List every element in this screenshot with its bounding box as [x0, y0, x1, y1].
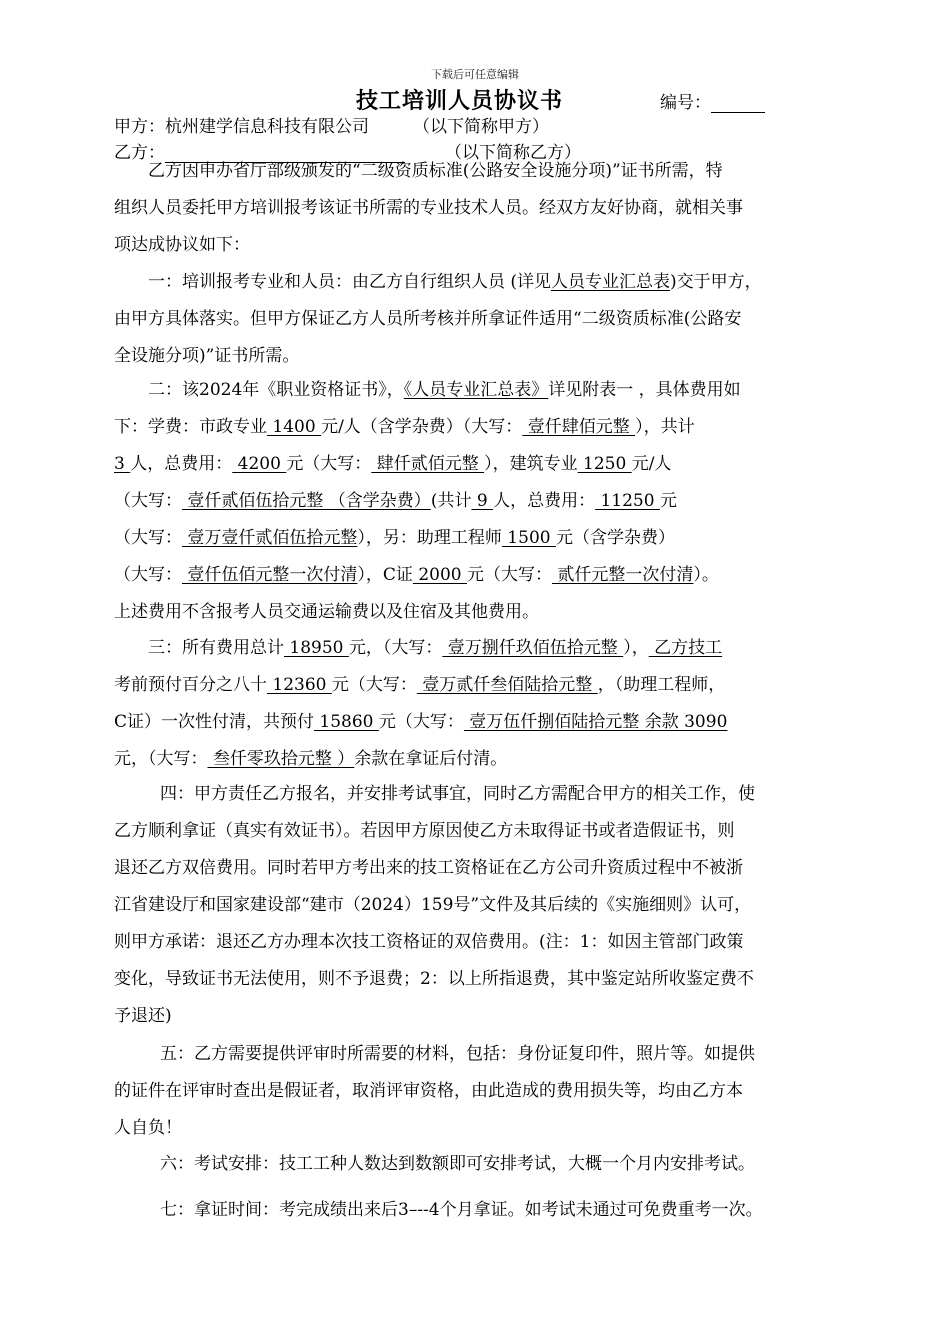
- section-4-line: 四：甲方责任乙方报名，并安排考试事宜，同时乙方需配合甲方的相关工作，使: [160, 784, 755, 804]
- prepay-amount: 12360: [267, 675, 332, 695]
- intro-line: 项达成协议如下：: [114, 235, 250, 255]
- section-3-line-2: 考前预付百分之八十 12360 元（大写： 壹万贰仟叁佰陆拾元整 ，（助理工程师，: [114, 675, 726, 695]
- grand-total-cn: 壹万捌仟玖佰伍拾元整: [442, 638, 624, 658]
- section-1-line: 由甲方具体落实。但甲方保证乙方人员所考核并所拿证件适用“二级资质标准(公路安: [114, 309, 742, 329]
- section-5-line: 人自负！: [114, 1118, 182, 1138]
- serial-number: [660, 88, 765, 113]
- municipal-fee-cn: 壹仟肆佰元整: [522, 417, 636, 437]
- intro-paragraph: [114, 153, 838, 264]
- section-3-line-4: 元，（大写： 叁仟零玖拾元整 ）余款在拿证后付清。: [114, 749, 508, 769]
- party-b-label: 乙方：: [114, 143, 165, 163]
- section-4-line: 则甲方承诺：退还乙方办理本次技工资格证的双倍费用。(注：1：如因主管部门政策: [114, 932, 744, 952]
- section-2-line-4: （大写： 壹仟贰佰伍拾元整 （含学杂费）(共计 9 人，总费用： 11250 元: [114, 491, 677, 511]
- section-4-line: 变化，导致证书无法使用，则不予退费；2：以上所指退费，其中鉴定站所收鉴定费不: [114, 969, 754, 989]
- section-3: [114, 630, 838, 778]
- prepay-total: 15860: [314, 712, 379, 732]
- section-6: [114, 1146, 838, 1183]
- section-1-line-1: 一：培训报考专业和人员：由乙方自行组织人员 (详见人员专业汇总表)交于甲方，: [148, 272, 762, 292]
- municipal-total-cn: 肆仟贰佰元整: [371, 454, 485, 474]
- grand-total: 18950: [284, 638, 349, 658]
- party-a-label: 甲方：: [114, 117, 165, 137]
- page-title: 技工培训人员协议书: [356, 88, 564, 114]
- party-a-line: [114, 112, 549, 137]
- section-2-line-2: 下：学费：市政专业 1400 元/人（含学杂费）（大写： 壹仟肆佰元整 ），共计: [114, 417, 695, 437]
- assistant-fee-cn: 壹仟伍佰元整一次付清: [182, 565, 358, 585]
- building-total-cn: 壹万壹仟贰佰伍拾元整: [182, 528, 358, 548]
- section-2-line-5: （大写： 壹万壹仟贰佰伍拾元整），另：助理工程师 1500 元（含学杂费）: [114, 528, 675, 548]
- staff-summary-ref: 《人员专业汇总表》: [403, 380, 549, 400]
- section-4-line: 乙方顺利拿证（真实有效证书）。若因甲方原因使乙方未取得证书或者造假证书，则: [114, 821, 735, 841]
- municipal-count: 3: [114, 454, 131, 474]
- section-1-line: 全设施分项)”证书所需。: [114, 346, 300, 366]
- section-7: [114, 1192, 838, 1229]
- section-4-line: 予退还): [114, 1006, 172, 1026]
- party-a-note: （以下简称甲方）: [413, 117, 549, 137]
- section-5: [114, 1036, 838, 1147]
- section-2-line: 上述费用不含报考人员交通运输费以及住宿及其他费用。: [114, 602, 539, 622]
- section-2-line-3: 3 人，总费用： 4200 元（大写： 肆仟贰佰元整 ），建筑专业 1250 元/人: [114, 454, 672, 474]
- serial-blank: [711, 96, 765, 113]
- section-2-line-1: 二：该2024年《职业资格证书》，《人员专业汇总表》详见附表一 ，具体费用如: [148, 380, 741, 400]
- building-fee-cn: 壹仟贰佰伍拾元整 （含学杂费）: [182, 491, 431, 511]
- section-6-line: 六：考试安排：技工工种人数达到数额即可安排考试，大概一个月内安排考试。: [160, 1154, 755, 1174]
- section-7-line: 七：拿证时间：考完成绩出来后3–--4个月拿证。如考试未通过可免费重考一次。: [160, 1200, 763, 1220]
- municipal-total: 4200: [232, 454, 287, 474]
- c-cert-fee: 2000: [412, 565, 467, 585]
- section-3-line-1: 三：所有费用总计 18950 元，（大写： 壹万捌仟玖佰伍拾元整 ）， 乙方技工: [148, 638, 723, 658]
- section-5-line: 五：乙方需要提供评审时所需要的材料，包括：身份证复印件，照片等。如提供: [160, 1044, 755, 1064]
- intro-line: 乙方因申办省厅部级颁发的“二级资质标准(公路安全设施分项)”证书所需，特: [148, 161, 723, 181]
- serial-label: 编号：: [660, 93, 711, 113]
- party-b-note: （以下简称乙方）: [445, 143, 581, 163]
- intro-line: 组织人员委托甲方培训报考该证书所需的专业技术人员。经双方友好协商，就相关事: [114, 198, 743, 218]
- header-note: 下载后可任意编辑: [431, 68, 519, 81]
- section-1: [114, 264, 838, 375]
- section-4: [114, 776, 838, 1035]
- section-2-line-6: （大写： 壹仟伍佰元整一次付清），C证 2000 元（大写： 贰仟元整一次付清）。: [114, 565, 719, 585]
- section-2: [114, 372, 838, 631]
- section-3-line-3: C证）一次性付清，共预付 15860 元（大写： 壹万伍仟捌佰陆拾元整 余款 3090: [114, 712, 728, 732]
- section-5-line: 的证件在评审时查出是假证者，取消评审资格，由此造成的费用损失等，均由乙方本: [114, 1081, 743, 1101]
- assistant-fee: 1500: [501, 528, 556, 548]
- prepay-total-cn: 壹万伍仟捌佰陆拾元整 余款 3090: [463, 712, 728, 732]
- staff-summary-ref: 人员专业汇总表: [551, 272, 671, 292]
- building-fee: 1250: [577, 454, 632, 474]
- section-4-line: 江省建设厅和国家建设部“建市（2024）159号”文件及其后续的《实施细则》认可，: [114, 895, 752, 915]
- section-4-line: 退还乙方双倍费用。同时若甲方考出来的技工资格证在乙方公司升资质过程中不被浙: [114, 858, 743, 878]
- municipal-fee: 1400: [267, 417, 322, 437]
- party-a-name: 杭州建学信息科技有限公司: [165, 117, 369, 137]
- c-cert-fee-cn: 贰仟元整一次付清: [552, 565, 694, 585]
- prepay-amount-cn: 壹万贰仟叁佰陆拾元整: [416, 675, 598, 695]
- building-total: 11250: [595, 491, 660, 511]
- building-count: 9: [471, 491, 494, 511]
- balance-cn: 叁仟零玖拾元整 ）: [207, 749, 355, 769]
